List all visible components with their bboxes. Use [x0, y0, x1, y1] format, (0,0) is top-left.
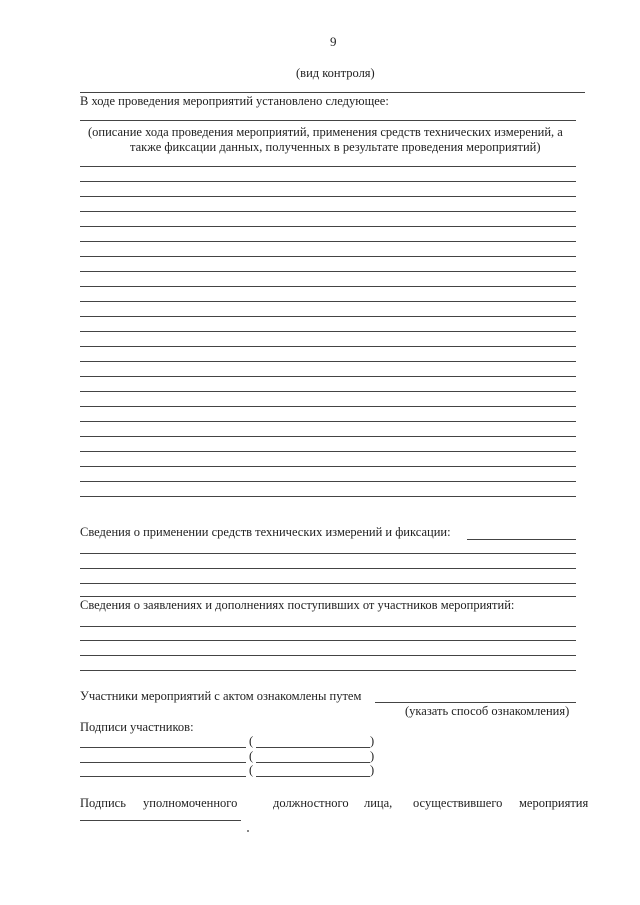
signature-name-line[interactable]: [256, 762, 370, 763]
signature-line[interactable]: [80, 776, 246, 777]
writing-line[interactable]: [80, 346, 576, 347]
writing-line[interactable]: [80, 436, 576, 437]
signature-line[interactable]: [80, 762, 246, 763]
measurement-tools-label: Сведения о применении средств технических измерений и фиксации:: [80, 525, 451, 539]
page-number: 9: [330, 34, 337, 49]
measurement-tools-inline-line[interactable]: [467, 539, 576, 540]
description-caption-line1: (описание хода проведения мероприятий, применения средств технических измерений, а: [88, 125, 563, 139]
writing-line[interactable]: [80, 196, 576, 197]
writing-line[interactable]: [80, 256, 576, 257]
measurement-line[interactable]: [80, 596, 576, 597]
heading-fill-line: [80, 120, 576, 121]
signature-name-open-paren: (: [249, 734, 254, 748]
official-signature-line[interactable]: [80, 820, 241, 821]
signature-name-open-paren: (: [249, 763, 254, 777]
official-word: осуществившего: [413, 796, 503, 810]
official-word: лица,: [364, 796, 393, 810]
acquainted-label: Участники мероприятий с актом ознакомлены путем: [80, 689, 362, 703]
measurement-line[interactable]: [80, 583, 576, 584]
statements-line[interactable]: [80, 655, 576, 656]
statements-line[interactable]: [80, 626, 576, 627]
writing-line[interactable]: [80, 181, 576, 182]
writing-line[interactable]: [80, 316, 576, 317]
writing-line[interactable]: [80, 391, 576, 392]
signature-name-close-paren: ): [370, 734, 375, 748]
signature-name-close-paren: ): [370, 763, 375, 777]
signature-line[interactable]: [80, 747, 246, 748]
control-type-underline: [80, 92, 585, 93]
writing-line[interactable]: [80, 481, 576, 482]
statements-label: Сведения о заявлениях и дополнениях поступивших от участников мероприятий:: [80, 598, 515, 612]
description-caption-line2: также фиксации данных, полученных в результате проведения мероприятий): [130, 140, 541, 154]
signature-name-line[interactable]: [256, 776, 370, 777]
writing-line[interactable]: [80, 376, 576, 377]
writing-line[interactable]: [80, 496, 576, 497]
measurement-line[interactable]: [80, 568, 576, 569]
measurement-line[interactable]: [80, 553, 576, 554]
acquainted-method-line[interactable]: [375, 702, 576, 703]
signature-name-open-paren: (: [249, 749, 254, 763]
signatures-label: Подписи участников:: [80, 720, 194, 734]
writing-line[interactable]: [80, 361, 576, 362]
writing-line[interactable]: [80, 406, 576, 407]
writing-line[interactable]: [80, 421, 576, 422]
writing-line[interactable]: [80, 226, 576, 227]
official-word: мероприятия: [519, 796, 589, 810]
acquainted-hint: (указать способ ознакомления): [405, 704, 570, 718]
writing-line[interactable]: [80, 241, 576, 242]
signature-name-close-paren: ): [370, 749, 375, 763]
writing-line[interactable]: [80, 331, 576, 332]
official-word: Подпись: [80, 796, 126, 810]
writing-line[interactable]: [80, 271, 576, 272]
established-heading: В ходе проведения мероприятий установлено следующее:: [80, 94, 389, 108]
signature-name-line[interactable]: [256, 747, 370, 748]
control-type-caption: (вид контроля): [296, 66, 375, 80]
official-word: уполномоченного: [143, 796, 238, 810]
writing-line[interactable]: [80, 211, 576, 212]
writing-line[interactable]: [80, 466, 576, 467]
statements-line[interactable]: [80, 670, 576, 671]
writing-line[interactable]: [80, 301, 576, 302]
statements-line[interactable]: [80, 640, 576, 641]
official-word: должностного: [273, 796, 349, 810]
writing-line[interactable]: [80, 166, 576, 167]
writing-line[interactable]: [80, 286, 576, 287]
writing-line[interactable]: [80, 451, 576, 452]
scan-speck: [247, 830, 249, 832]
